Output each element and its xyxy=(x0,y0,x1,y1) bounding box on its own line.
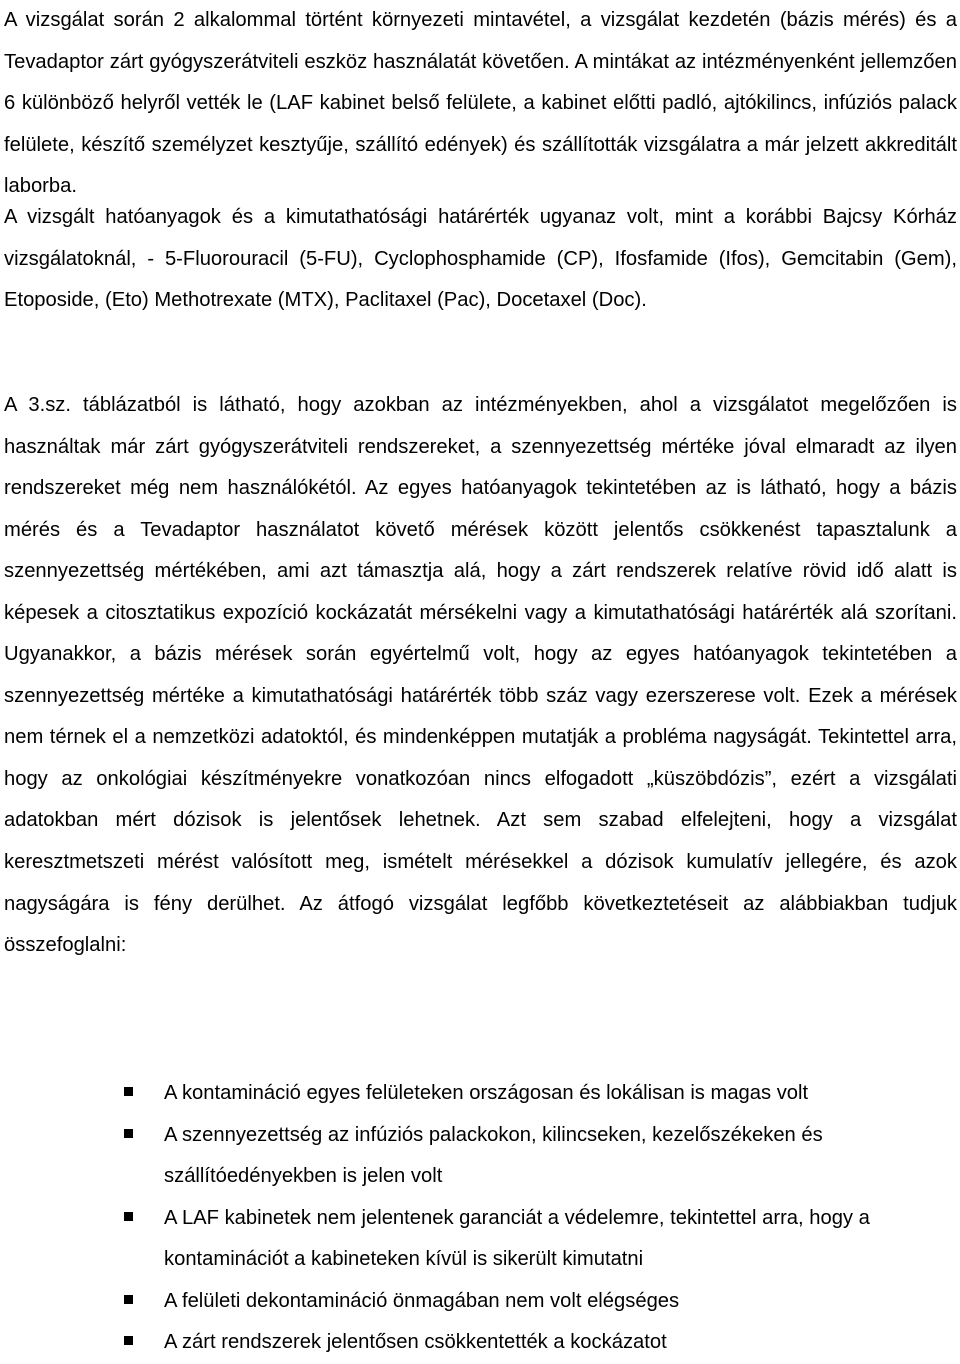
list-item xyxy=(0,1073,954,1115)
bullet-square-icon xyxy=(124,1336,133,1345)
conclusions-list xyxy=(0,1073,960,1364)
list-item xyxy=(0,1322,954,1364)
paragraph-sampling-method: A vizsgálat során 2 alkalommal történt környezeti mintavétel, a vizsgálat kezdetén (bázis mérés) és a Tevadaptor zárt gyógyszerátviteli eszköz használatát követően. A mintákat az intézményenként jellemzően 6 különböző helyről vették le (LAF kabinet belső felülete, a kabinet előtti padló, ajtókilincs, infúziós palack felülete, készítő személyzet kesztyűje, szállító edények) és szállították vizsgálatra a már jelzett akkreditált laborba. xyxy=(4,9,957,197)
paragraph-tested-agents: A vizsgált hatóanyagok és a kimutathatósági határérték ugyanaz volt, mint a korábbi Bajcsy Kórház vizsgálatoknál, - 5-Fluorouracil (5-FU), Cyclophosphamide (CP), Ifosfamide (Ifos), Gemcitabin (Gem), Etoposide, (Eto) Methotrexate (MTX), Paclitaxel (Pac), Docetaxel (Doc). xyxy=(4,206,957,311)
list-item-text: A LAF kabinetek nem jelentenek garanciát a védelemre, tekintettel arra, hogy a kontaminációt a kabineteken kívül is sikerült kimutatni xyxy=(164,1206,870,1270)
bullet-square-icon xyxy=(124,1212,133,1221)
list-item-text: A felületi dekontamináció önmagában nem volt elégséges xyxy=(164,1289,680,1312)
paragraph-results-discussion: A 3.sz. táblázatból is látható, hogy azokban az intézményekben, ahol a vizsgálatot megelőzően is használtak már zárt gyógyszerátviteli rendszereket, a szennyezettség mértéke jóval elmaradt az ilyen rendszereket még nem használókétól. Az egyes hatóanyagok tekintetében az is látható, hogy a bázis mérés és a Tevadaptor használatot követő mérések között jelentős csökkenést tapasztalunk a szennyezettség mértékében, ami azt támasztja alá, hogy a zárt rendszerek relatíve rövid idő alatt is képesek a citosztatikus expozíció kockázatát mérsékelni vagy a kimutathatósági határérték alá szorítani. Ugyanakkor, a bázis mérések során egyértelmű volt, hogy az egyes hatóanyagok tekintetében a szennyezettség mértéke a kimutathatósági határérték több száz vagy ezerszerese volt. Ezek a mérések nem térnek el a nemzetközi adatoktól, és mindenképpen mutatják a probléma nagyságát. Tekintettel arra, hogy az onkológiai készítményekre vonatkozóan nincs elfogadott „küszöbdózis”, ezért a vizsgálati adatokban mért dózisok is jelentősek lehetnek. Azt sem szabad elfelejteni, hogy a vizsgálat keresztmetszeti mérést valósított meg, ismételt mérésekkel a dózisok kumulatív jellegére, és azok nagyságára is fény derülhet. Az átfogó vizsgálat legfőbb következtetéseit az alábbiakban tudjuk összefoglalni: xyxy=(4,394,957,957)
bullet-square-icon xyxy=(124,1087,133,1096)
list-item-text: A kontamináció egyes felületeken országosan és lokálisan is magas volt xyxy=(164,1082,809,1104)
bullet-square-icon xyxy=(124,1129,133,1138)
list-item-text: A zárt rendszerek jelentősen csökkentették a kockázatot xyxy=(164,1331,667,1353)
list-item xyxy=(0,1115,954,1198)
list-item xyxy=(0,1198,954,1281)
bullet-square-icon xyxy=(124,1295,133,1304)
list-item-text: A szennyezettség az infúziós palackokon, kilincseken, kezelőszékeken és szállítóedényekben is jelen volt xyxy=(164,1123,823,1187)
list-item xyxy=(0,1281,954,1323)
